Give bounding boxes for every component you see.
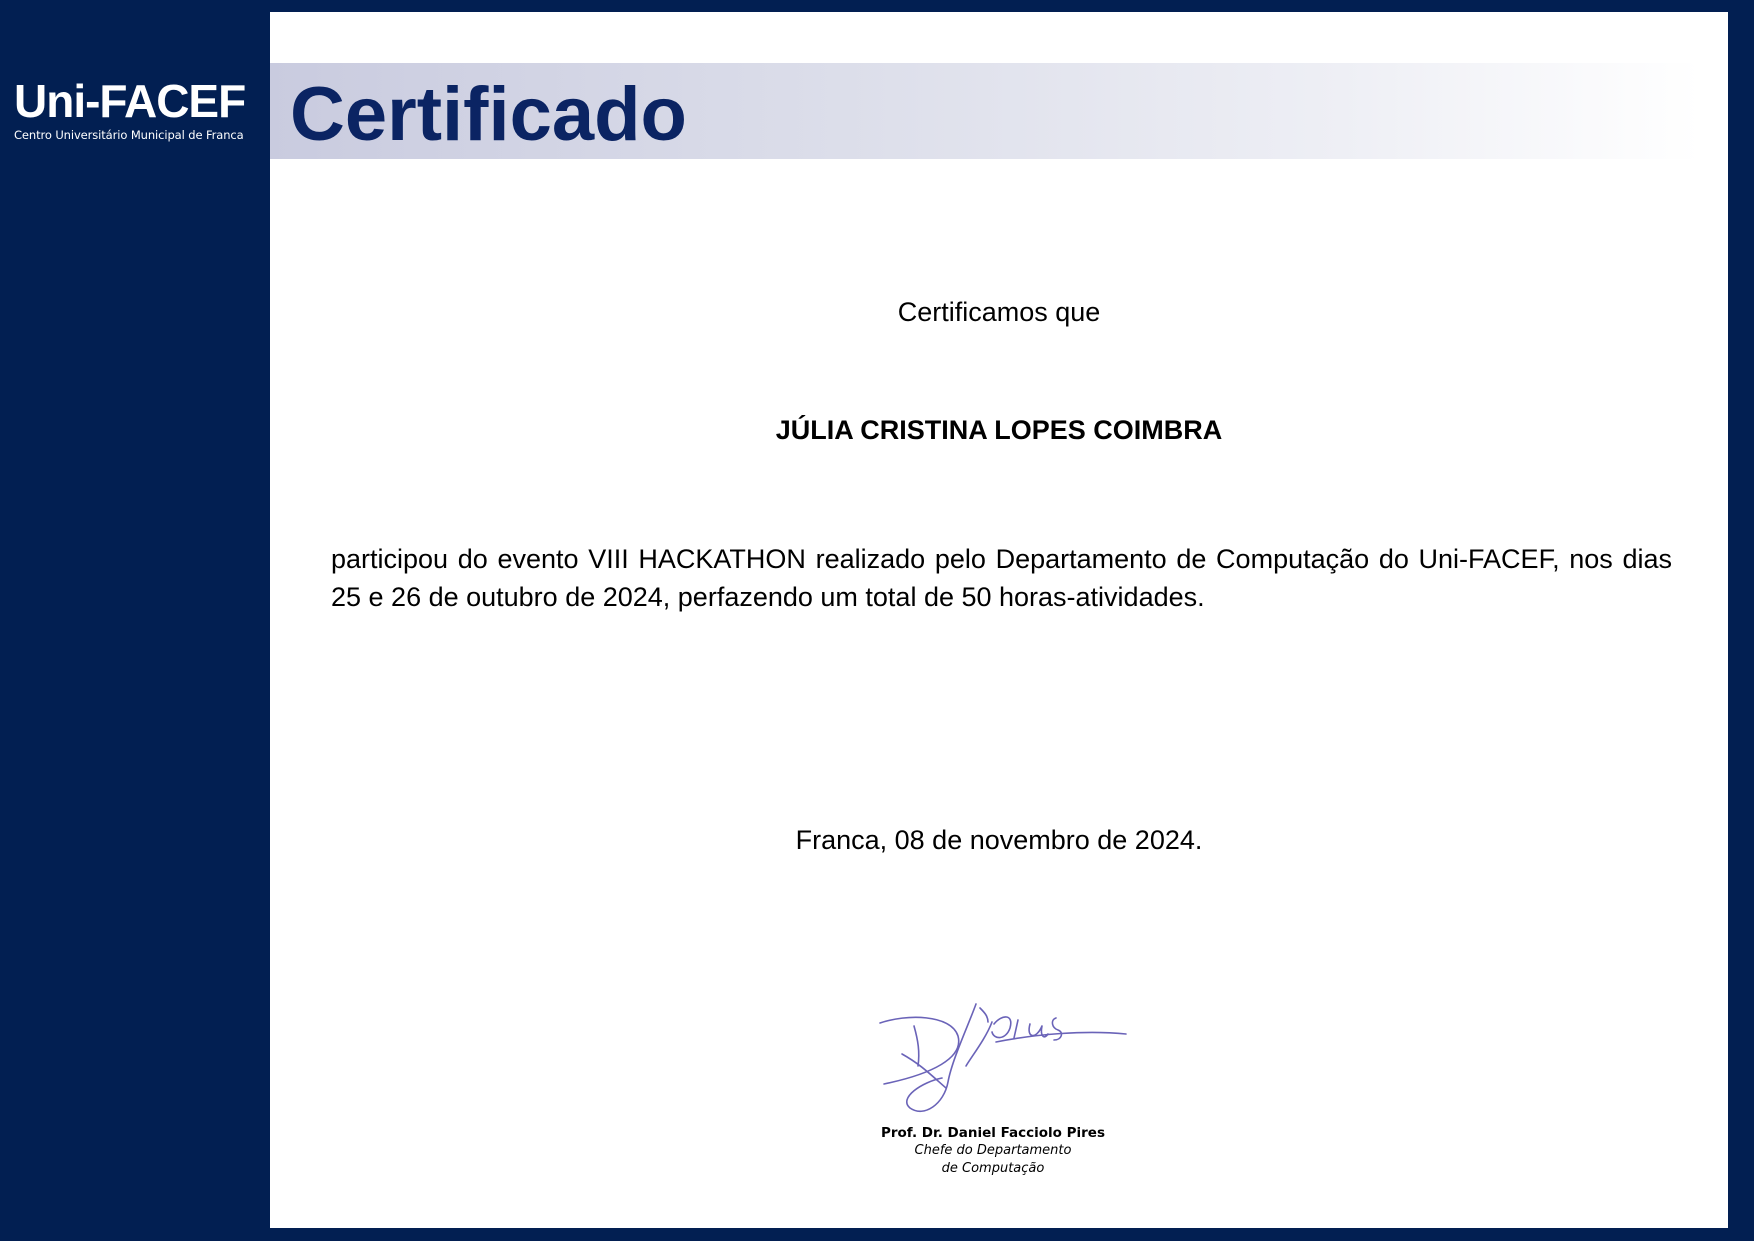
participation-statement: participou do evento VIII HACKATHON realizado pelo Departamento de Computação do Uni-FACEF, nos dias 25 e 26 de outubro de 2024, perfazendo um total de 50 horas-atividades. [331, 544, 1672, 612]
logo-wordmark: Uni-FACEF [14, 75, 246, 127]
title-banner [270, 63, 1700, 159]
uni-facef-logo [14, 75, 260, 142]
certificate-title: Certificado [290, 72, 687, 157]
signatory-block [828, 1124, 1158, 1178]
handwritten-signature [876, 1000, 1132, 1120]
signatory-role-line-1: Chefe do Departamento [914, 1143, 1072, 1158]
logo-tagline: Centro Universitário Municipal de Franca [14, 128, 244, 142]
intro-text: Certificamos que [897, 297, 1101, 327]
certificate-page [270, 12, 1728, 1228]
place-and-date: Franca, 08 de novembro de 2024. [795, 825, 1203, 855]
signatory-role-line-2: de Computação [941, 1161, 1045, 1176]
signatory-name: Prof. Dr. Daniel Facciolo Pires [880, 1125, 1105, 1141]
recipient-name: JÚLIA CRISTINA LOPES COIMBRA [775, 415, 1223, 445]
